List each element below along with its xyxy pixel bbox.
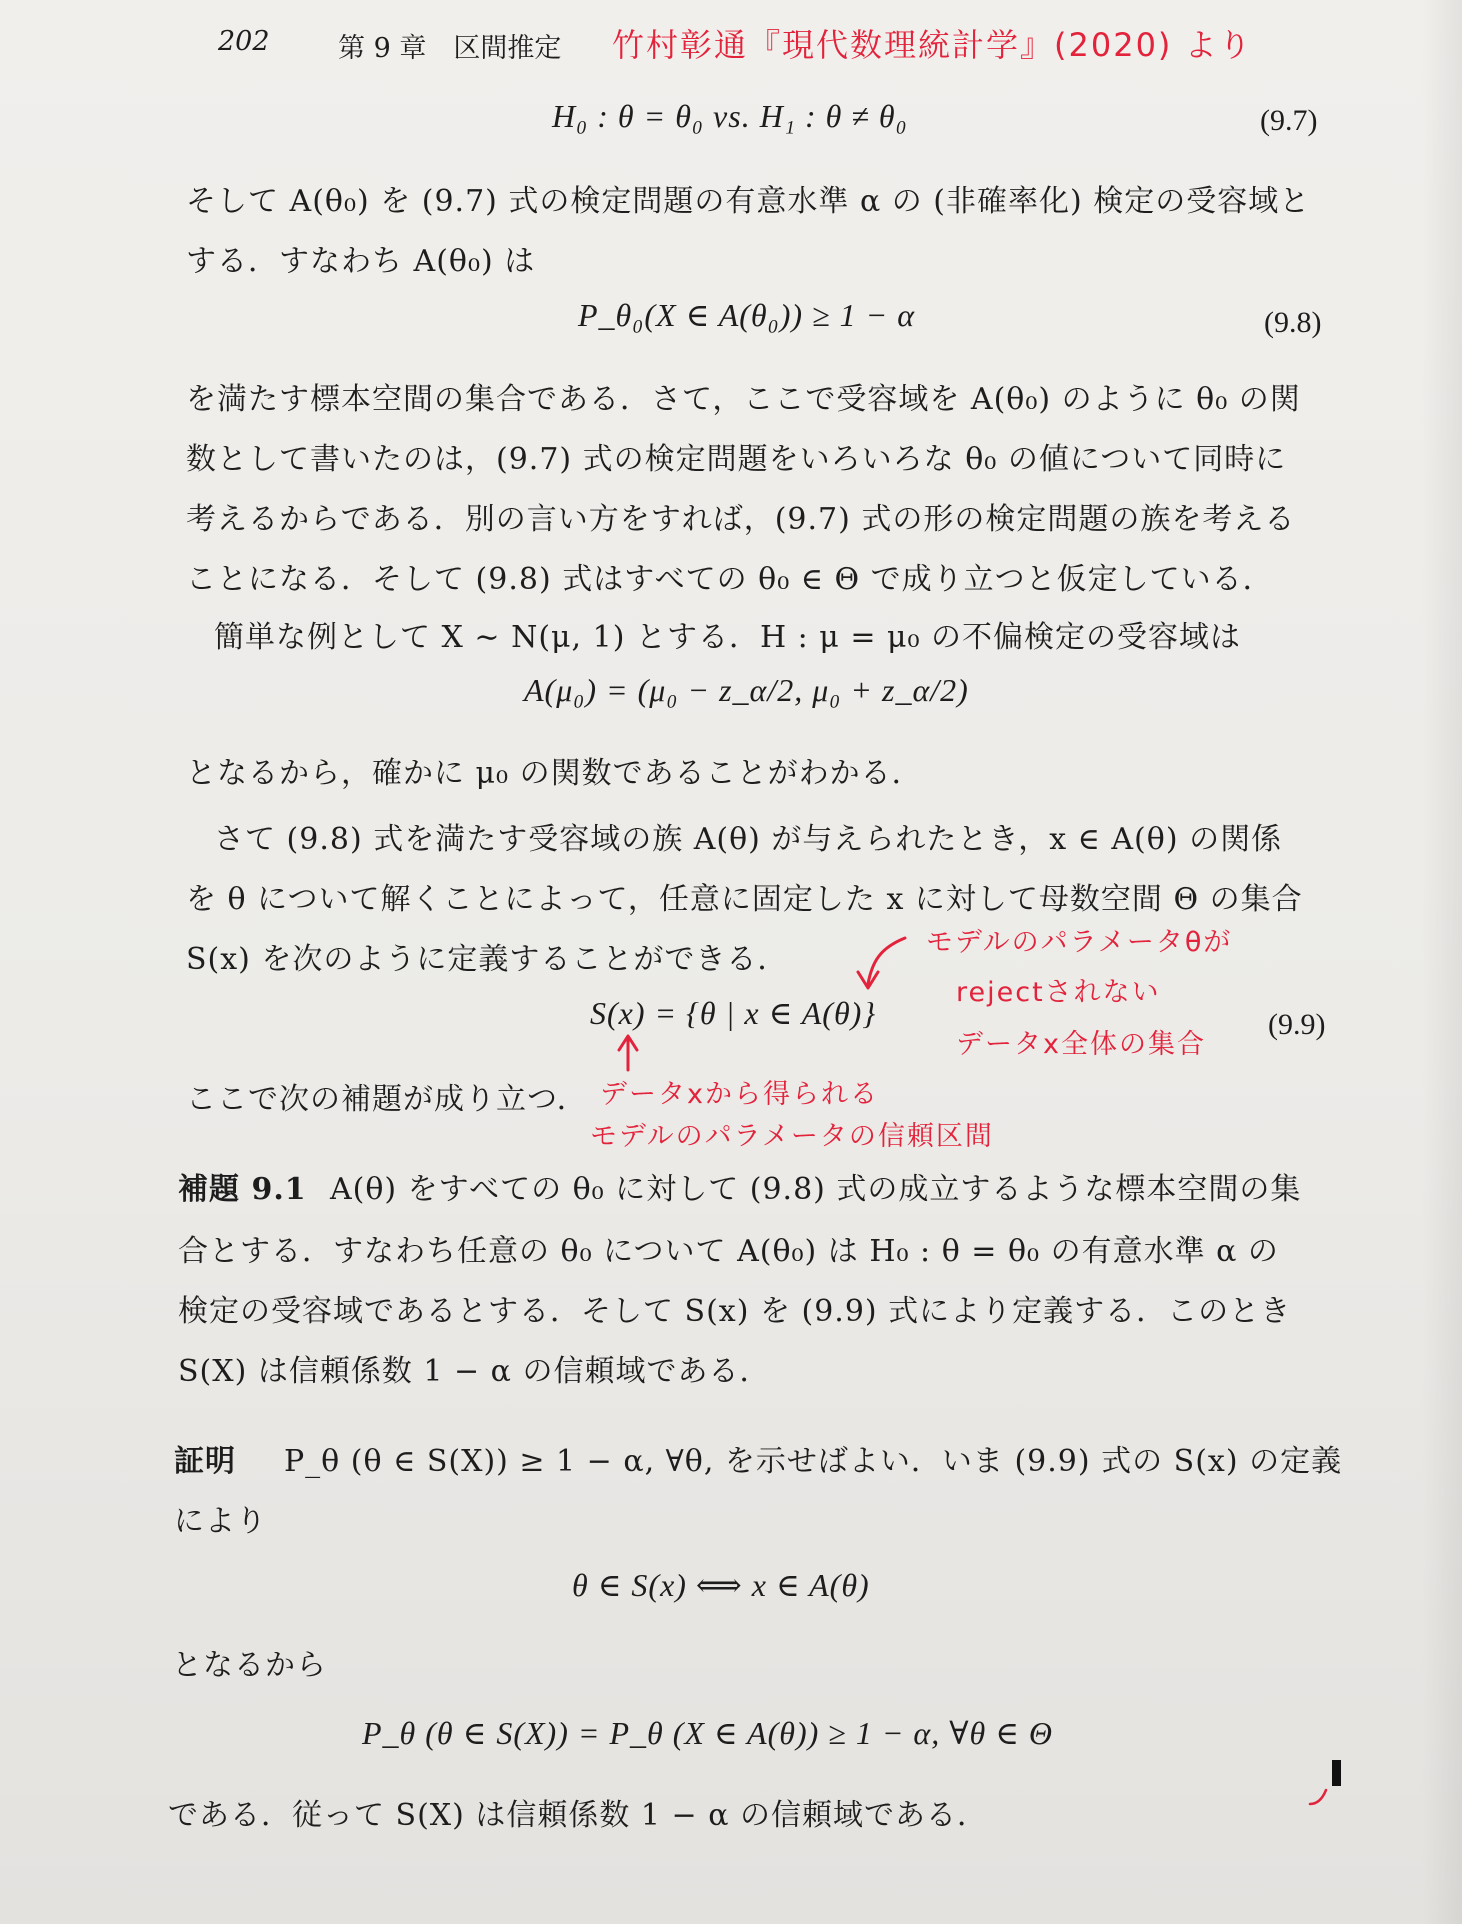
proof-line: P_θ (θ ∈ S(X)) ≥ 1 − α, ∀θ, を示せばよい．いま (9.9) 式の S(x) の定義 — [284, 1444, 1343, 1479]
lemma-line: A(θ) をすべての θ₀ に対して (9.8) 式の成立するような標本空間の集 — [330, 1172, 1302, 1207]
equation-number-9-9: (9.9) — [1268, 1008, 1326, 1041]
lemma-line: 合とする．すなわち任意の θ₀ について A(θ₀) は H₀ : θ = θ₀ の有意水準 α の — [178, 1234, 1279, 1269]
equation-9-9: S(x) = {θ | x ∈ A(θ)} — [590, 995, 877, 1031]
paragraph-line: を θ について解くことによって，任意に固定した x に対して母数空間 Θ の集合 — [186, 882, 1303, 917]
page-number: 202 — [218, 26, 270, 57]
handwritten-note-line: モデルのパラメータの信頼区間 — [590, 1121, 994, 1152]
red-tick-mark — [1310, 1790, 1326, 1804]
handwritten-note-line: データxから得られる — [600, 1079, 879, 1110]
equation-acceptance-region: A(μ₀) = (μ₀ − z_α/2, μ₀ + z_α/2) — [524, 672, 969, 708]
paragraph-line: 考えるからである．別の言い方をすれば，(9.7) 式の形の検定問題の族を考える — [186, 502, 1296, 537]
equation-equivalence: θ ∈ S(x) ⟺ x ∈ A(θ) — [572, 1567, 870, 1603]
proof-line: である．従って S(X) は信頼係数 1 − α の信頼域である． — [168, 1798, 989, 1833]
lemma-line: 検定の受容域であるとする．そして S(x) を (9.9) 式により定義する．このとき — [178, 1294, 1292, 1329]
lemma-line: S(X) は信頼係数 1 − α の信頼域である． — [178, 1354, 771, 1389]
proof-label: 証明 — [174, 1444, 236, 1479]
paragraph-line: 数として書いたのは，(9.7) 式の検定問題をいろいろな θ₀ の値について同時に — [186, 442, 1287, 477]
paragraph-line: となるから，確かに μ₀ の関数であることがわかる． — [186, 756, 923, 791]
paragraph-line: を満たす標本空間の集合である．さて，ここで受容域を A(θ₀) のように θ₀ の関 — [186, 382, 1301, 417]
equation-final: P_θ (θ ∈ S(X)) = P_θ (X ∈ A(θ)) ≥ 1 − α, ∀θ ∈ Θ — [362, 1715, 1054, 1751]
equation-9-8: P_θ₀(X ∈ A(θ₀)) ≥ 1 − α — [578, 297, 916, 333]
equation-number-9-7: (9.7) — [1260, 104, 1318, 137]
handwritten-source-note: 竹村彰通『現代数理統計学』(2020) より — [612, 26, 1253, 64]
handwritten-note-line: モデルのパラメータθが — [926, 927, 1233, 958]
chapter-title: 第 9 章 区間推定 — [338, 33, 562, 64]
equation-number-9-8: (9.8) — [1264, 306, 1322, 339]
lemma-label: 補題 9.1 — [178, 1172, 307, 1207]
handwritten-note-line: rejectされない — [956, 977, 1161, 1008]
paragraph-line: する．すなわち A(θ₀) は — [186, 244, 536, 279]
proof-line: となるから — [172, 1648, 327, 1683]
paragraph-line: そして A(θ₀) を (9.7) 式の検定問題の有意水準 α の (非確率化) 検定の受容域と — [186, 184, 1311, 219]
paragraph-line: ここで次の補題が成り立つ． — [186, 1082, 588, 1117]
handwritten-note-line: データx全体の集合 — [956, 1029, 1206, 1060]
equation-9-7: H₀ : θ = θ₀ vs. H₁ : θ ≠ θ₀ — [552, 98, 908, 134]
paragraph-line: ことになる．そして (9.8) 式はすべての θ₀ ∈ Θ で成り立つと仮定している． — [186, 562, 1274, 597]
paragraph-line: さて (9.8) 式を満たす受容域の族 A(θ) が与えられたとき，x ∈ A(θ) の関係 — [214, 822, 1283, 857]
paragraph-line: S(x) を次のように定義することができる． — [186, 942, 789, 977]
proof-line: により — [174, 1504, 267, 1539]
paragraph-line: 簡単な例として X ∼ N(μ, 1) とする．H : μ = μ₀ の不偏検定の受容域は — [214, 620, 1242, 655]
